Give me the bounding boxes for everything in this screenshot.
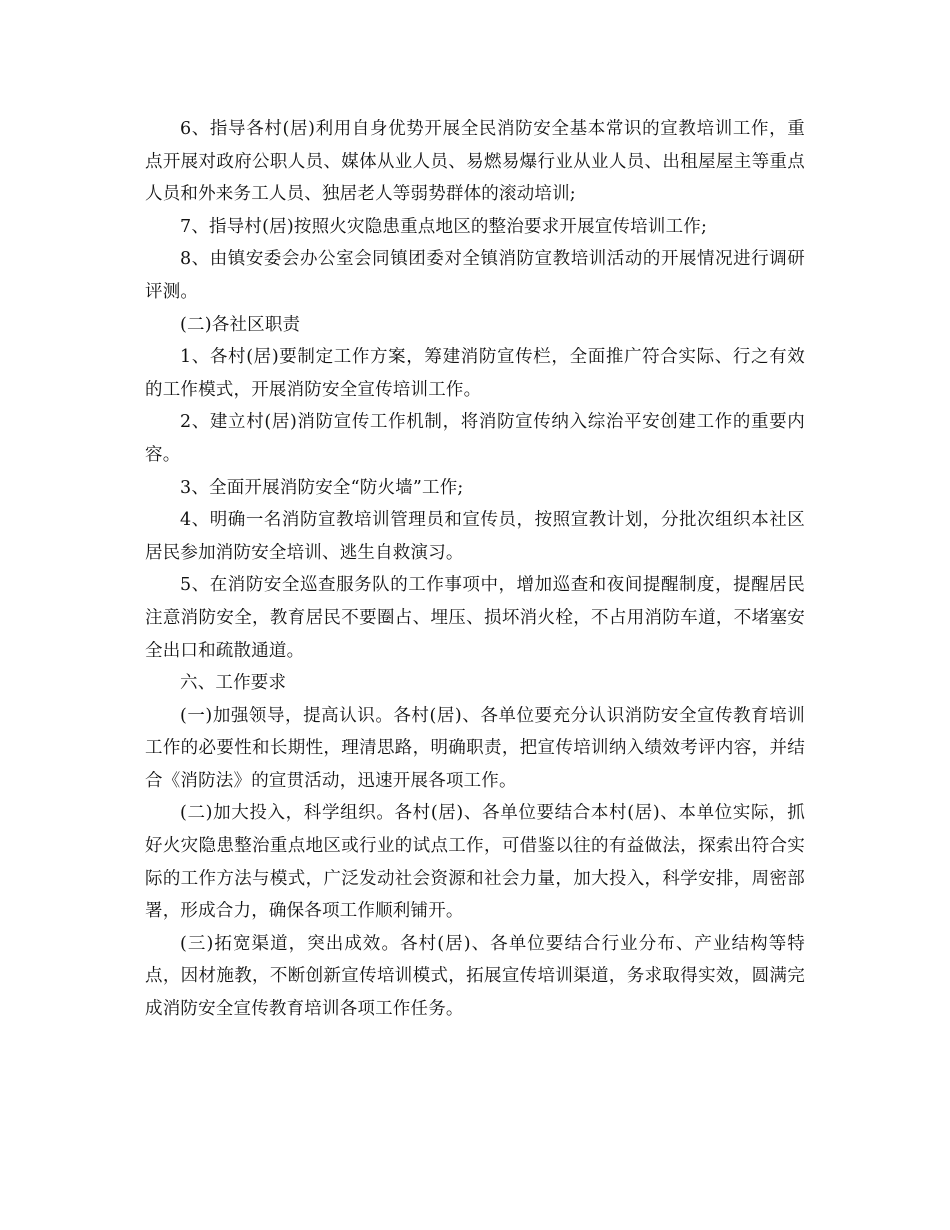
paragraph-requirement-1: (一)加强领导，提高认识。各村(居)、各单位要充分认识消防安全宣传教育培训工作的必要性和长期性，理清思路，明确职责，把宣传培训纳入绩效考评内容，并结合《消防法》的宣贯活动，迅速开展各项工作。 — [145, 705, 805, 791]
paragraph-item-8: 8、由镇安委会办公室会同镇团委对全镇消防宣教培训活动的开展情况进行调研评测。 — [145, 249, 805, 302]
section-heading-work-requirements: 六、工作要求 — [180, 673, 287, 694]
paragraph-item-6: 6、指导各村(居)利用自身优势开展全民消防安全基本常识的宣教培训工作，重点开展对政府公职人员、媒体从业人员、易燃易爆行业从业人员、出租屋屋主等重点人员和外来务工人员、独居老人等弱势群体的滚动培训; — [145, 119, 805, 205]
paragraph-community-2: 2、建立村(居)消防宣传工作机制，将消防宣传纳入综治平安创建工作的重要内容。 — [145, 412, 805, 465]
paragraph-item-7: 7、指导村(居)按照火灾隐患重点地区的整治要求开展宣传培训工作; — [180, 216, 708, 237]
section-heading-community-duties: (二)各社区职责 — [180, 314, 301, 335]
paragraph-community-5: 5、在消防安全巡查服务队的工作事项中，增加巡查和夜间提醒制度，提醒居民注意消防安全，教育居民不要圈占、埋压、损坏消火栓，不占用消防车道，不堵塞安全出口和疏散通道。 — [145, 575, 805, 661]
paragraph-community-3: 3、全面开展消防安全“防火墙”工作; — [180, 477, 464, 498]
paragraph-community-1: 1、各村(居)要制定工作方案，筹建消防宣传栏，全面推广符合实际、行之有效的工作模式，开展消防安全宣传培训工作。 — [145, 347, 805, 400]
paragraph-community-4: 4、明确一名消防宣教培训管理员和宣传员，按照宣教计划，分批次组织本社区居民参加消防安全培训、逃生自救演习。 — [145, 510, 805, 563]
paragraph-requirement-3: (三)拓宽渠道，突出成效。各村(居)、各单位要结合行业分布、产业结构等特点，因材施教，不断创新宣传培训模式，拓展宣传培训渠道，务求取得实效，圆满完成消防安全宣传教育培训各项工作任务。 — [145, 933, 805, 1020]
paragraph-requirement-2: (二)加大投入，科学组织。各村(居)、各单位要结合本村(居)、本单位实际，抓好火灾隐患整治重点地区或行业的试点工作，可借鉴以往的有益做法，探索出符合实际的工作方法与模式，广泛发动社会资源和社会力量，加大投入，科学安排，周密部署，形成合力，确保各项工作顺利铺开。 — [145, 803, 805, 922]
document-page — [145, 113, 805, 1026]
